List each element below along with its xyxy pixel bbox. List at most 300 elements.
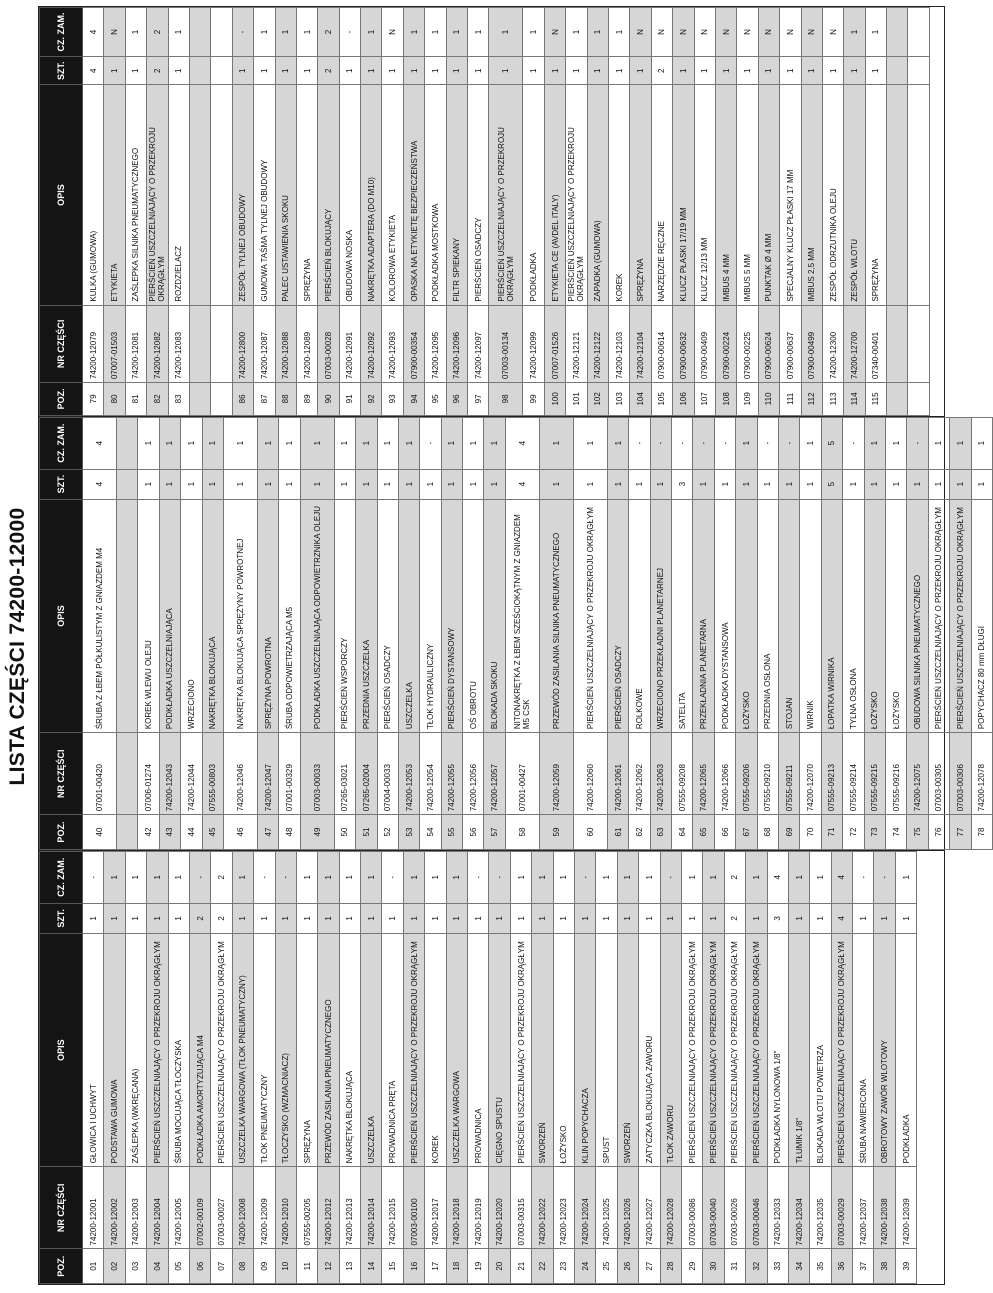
table-row bbox=[736, 417, 757, 849]
cell-description: SPRĘŻYNA bbox=[865, 85, 886, 305]
cell-qty: 1 bbox=[104, 903, 125, 933]
cell-qty: 1 bbox=[801, 56, 822, 85]
cell-description: NAKRĘTKA BLOKUJĄCA bbox=[202, 499, 223, 732]
cell-poz: 71 bbox=[821, 815, 842, 850]
cell-part-number: 74200-12700 bbox=[844, 305, 865, 382]
table-row bbox=[275, 8, 296, 416]
cell-qty: 1 bbox=[403, 903, 424, 933]
cell-qty: 1 bbox=[523, 56, 544, 85]
cell-poz: 31 bbox=[724, 1249, 745, 1284]
cell-poz: 93 bbox=[382, 383, 403, 416]
cell-qty: 1 bbox=[446, 56, 467, 85]
cell-order-code: N bbox=[544, 8, 565, 57]
table-row bbox=[885, 417, 906, 849]
cell-part-number: 74200-12095 bbox=[425, 305, 446, 382]
cell-order-code: 1 bbox=[928, 417, 949, 469]
cell-qty: 1 bbox=[757, 469, 778, 499]
table-row bbox=[908, 8, 929, 416]
table-row bbox=[950, 417, 971, 849]
table-row bbox=[539, 417, 573, 849]
cell-description: PIERŚCIEŃ WSPORCZY bbox=[334, 499, 355, 732]
cell-part-number: 74200-12003 bbox=[125, 1167, 146, 1249]
cell-qty: 5 bbox=[821, 469, 842, 499]
cell-part-number bbox=[887, 305, 908, 382]
cell-description: ŚRUBA Z ŁBEM PÓŁKULISTYM Z GNIAZDEM M4 bbox=[83, 499, 117, 732]
cell-description: ZAŚLEPKA SILNIKA PNEUMATYCZNEGO bbox=[125, 85, 146, 305]
cell-description: NAKRĘTKA BLOKUJĄCA bbox=[339, 933, 360, 1166]
cell-description: PIERŚCIEŃ BLOKUJĄCY bbox=[318, 85, 339, 305]
table-row bbox=[843, 417, 864, 849]
cell-description: ŚRUBA MOCUJĄCA TŁOCZYSKA bbox=[168, 933, 189, 1166]
cell-part-number: 74200-12061 bbox=[607, 733, 628, 815]
table-row bbox=[339, 8, 360, 416]
cell-order-code: 1 bbox=[608, 8, 629, 57]
cell-description: ROLKOWE bbox=[629, 499, 650, 732]
cell-part-number: 74200-12091 bbox=[339, 305, 360, 382]
cell-part-number: 07003-00315 bbox=[510, 1167, 531, 1249]
cell-qty: 1 bbox=[104, 56, 125, 85]
cell-qty: 1 bbox=[254, 903, 275, 933]
table-row bbox=[425, 8, 446, 416]
column-header-cz: CZ. ZAM. bbox=[40, 851, 83, 903]
cell-description: PRZEDNIA OSŁONA bbox=[757, 499, 778, 732]
cell-poz: 37 bbox=[853, 1249, 874, 1284]
cell-poz: 63 bbox=[650, 815, 671, 850]
table-row bbox=[596, 851, 617, 1283]
table-row bbox=[660, 851, 681, 1283]
cell-description: ZAŚLEPKA (WKRĘCANA) bbox=[125, 933, 146, 1166]
cell-order-code: 1 bbox=[403, 8, 424, 57]
cell-qty: 1 bbox=[446, 903, 467, 933]
cell-order-code: 4 bbox=[83, 8, 104, 57]
cell-description: ETYKIETA bbox=[104, 85, 125, 305]
cell-description: SPRĘŻYNA bbox=[630, 85, 651, 305]
table-row bbox=[339, 851, 360, 1283]
cell-order-code: 1 bbox=[489, 8, 523, 57]
table-row bbox=[573, 417, 607, 849]
cell-poz: 02 bbox=[104, 1249, 125, 1284]
column-header-cz: CZ. ZAM. bbox=[40, 417, 83, 469]
cell-description: TŁOK PNEUMATYCZNY bbox=[254, 933, 275, 1166]
cell-poz: 83 bbox=[168, 383, 189, 416]
cell-description: OBUDOWA NOSKA bbox=[339, 85, 360, 305]
cell-qty: 1 bbox=[138, 469, 159, 499]
cell-order-code: 1 bbox=[468, 8, 489, 57]
cell-qty: 1 bbox=[758, 56, 779, 85]
cell-order-code: - bbox=[83, 851, 104, 903]
cell-order-code: 1 bbox=[971, 417, 992, 469]
cell-description: PODKŁADKA DYSTANSOWA bbox=[714, 499, 735, 732]
cell-poz: 38 bbox=[874, 1249, 895, 1284]
cell-qty: 1 bbox=[822, 56, 843, 85]
column-header-poz: POZ. bbox=[40, 1249, 83, 1284]
cell-order-code: 1 bbox=[441, 417, 462, 469]
cell-description: PIERŚCIEŃ USZCZELNIAJĄCY O PRZEKROJU OKRĄGŁYM bbox=[831, 933, 852, 1166]
cell-poz: 47 bbox=[257, 815, 278, 850]
cell-part-number: 74200-12089 bbox=[296, 305, 317, 382]
cell-part-number: 74200-12083 bbox=[168, 305, 189, 382]
cell-order-code: 4 bbox=[767, 851, 788, 903]
table-row bbox=[202, 417, 223, 849]
cell-order-code: 1 bbox=[539, 417, 573, 469]
column-header-nr: NR CZĘŚCI bbox=[40, 733, 83, 815]
cell-qty: 1 bbox=[778, 469, 799, 499]
cell-part-number: 74200-12009 bbox=[254, 1167, 275, 1249]
cell-qty: 1 bbox=[403, 56, 424, 85]
cell-poz: 39 bbox=[895, 1249, 916, 1284]
cell-order-code: 1 bbox=[532, 851, 553, 903]
cell-qty: 1 bbox=[377, 469, 398, 499]
cell-description: ZESPÓŁ TYLNEJ OBUDOWY bbox=[232, 85, 253, 305]
cell-qty: 1 bbox=[382, 903, 403, 933]
cell-poz: 56 bbox=[463, 815, 484, 850]
cell-part-number: 74200-12035 bbox=[810, 1167, 831, 1249]
cell-description: GUMOWA TAŚMA TYLNEJ OBUDOWY bbox=[254, 85, 275, 305]
cell-poz: 95 bbox=[425, 383, 446, 416]
cell-poz: 64 bbox=[672, 815, 693, 850]
cell-description: KLIN POPYCHACZA bbox=[574, 933, 595, 1166]
table-row bbox=[104, 8, 125, 416]
table-row bbox=[844, 8, 865, 416]
table-row bbox=[125, 851, 146, 1283]
cell-part-number: 74200-12022 bbox=[532, 1167, 553, 1249]
cell-description: BLOKADA SKOKU bbox=[484, 499, 505, 732]
parts-table-column-3 bbox=[39, 7, 944, 416]
cell-order-code: 1 bbox=[223, 417, 257, 469]
cell-qty: 1 bbox=[660, 903, 681, 933]
cell-poz: 81 bbox=[125, 383, 146, 416]
cell-order-code: 1 bbox=[168, 851, 189, 903]
cell-poz: 26 bbox=[617, 1249, 638, 1284]
parts-table-frame bbox=[38, 6, 987, 1285]
cell-part-number: 07555-09206 bbox=[736, 733, 757, 815]
table-row bbox=[361, 851, 382, 1283]
cell-poz: 74 bbox=[885, 815, 906, 850]
cell-part-number: 07555-09215 bbox=[864, 733, 885, 815]
cell-order-code: 1 bbox=[275, 8, 296, 57]
cell-poz: 33 bbox=[767, 1249, 788, 1284]
column-header-nr: NR CZĘŚCI bbox=[40, 1167, 83, 1249]
cell-poz: 15 bbox=[382, 1249, 403, 1284]
cell-order-code: 1 bbox=[334, 417, 355, 469]
cell-qty: 1 bbox=[737, 56, 758, 85]
cell-part-number: 74200-12027 bbox=[639, 1167, 660, 1249]
table-row bbox=[714, 417, 735, 849]
cell-order-code: 1 bbox=[681, 851, 702, 903]
cell-order-code bbox=[211, 8, 232, 57]
table-row bbox=[83, 417, 117, 849]
cell-description: TYLNA OSŁONA bbox=[843, 499, 864, 732]
cell-part-number: 74200-12104 bbox=[630, 305, 651, 382]
table-row bbox=[639, 851, 660, 1283]
cell-description: KLUCZ 12/13 MM bbox=[694, 85, 715, 305]
cell-description: PODKŁADKA MOSTKOWA bbox=[425, 85, 446, 305]
cell-poz: 106 bbox=[673, 383, 694, 416]
cell-description: SWORZEŃ bbox=[532, 933, 553, 1166]
cell-poz: 97 bbox=[468, 383, 489, 416]
cell-description: OBROTOWY ZAWÓR WLOTOWY bbox=[874, 933, 895, 1166]
cell-poz: 35 bbox=[810, 1249, 831, 1284]
cell-order-code: 1 bbox=[159, 417, 180, 469]
cell-part-number: 74200-12099 bbox=[523, 305, 544, 382]
cell-order-code: 4 bbox=[505, 417, 539, 469]
cell-qty: 1 bbox=[484, 469, 505, 499]
table-row bbox=[651, 8, 672, 416]
cell-part-number: 07900-00637 bbox=[780, 305, 801, 382]
cell-part-number: 74200-12017 bbox=[425, 1167, 446, 1249]
cell-part-number: 74200-12033 bbox=[767, 1167, 788, 1249]
cell-poz: 73 bbox=[864, 815, 885, 850]
header-row bbox=[40, 417, 83, 849]
cell-qty: 1 bbox=[650, 469, 671, 499]
cell-part-number: 74200-12300 bbox=[822, 305, 843, 382]
cell-qty: 1 bbox=[468, 903, 489, 933]
cell-description: PROWADNICA bbox=[468, 933, 489, 1166]
cell-part-number: 07006-01274 bbox=[138, 733, 159, 815]
table-row bbox=[420, 417, 441, 849]
cell-order-code: 1 bbox=[810, 851, 831, 903]
cell-description: PIERŚCIEŃ USZCZELNIAJĄCY O PRZEKROJU OKRĄGŁYM bbox=[147, 85, 168, 305]
cell-part-number: 74200-12122 bbox=[587, 305, 608, 382]
cell-order-code: N bbox=[801, 8, 822, 57]
cell-description: PALEC USTAWIENIA SKOKU bbox=[275, 85, 296, 305]
cell-poz: 36 bbox=[831, 1249, 852, 1284]
table-row bbox=[254, 8, 275, 416]
cell-poz: 52 bbox=[377, 815, 398, 850]
cell-part-number: 74200-12078 bbox=[971, 733, 992, 815]
cell-part-number: 07003-00086 bbox=[681, 1167, 702, 1249]
cell-order-code: 1 bbox=[361, 8, 382, 57]
cell-qty bbox=[211, 56, 232, 85]
cell-qty bbox=[887, 56, 908, 85]
table-row bbox=[147, 8, 168, 416]
table-row bbox=[468, 8, 489, 416]
cell-order-code: - bbox=[420, 417, 441, 469]
table-row bbox=[630, 8, 651, 416]
cell-part-number: 74200-12008 bbox=[232, 1167, 253, 1249]
cell-description bbox=[908, 85, 929, 305]
cell-qty: 1 bbox=[202, 469, 223, 499]
cell-order-code: 1 bbox=[125, 8, 146, 57]
cell-qty: 1 bbox=[356, 469, 377, 499]
cell-qty: 1 bbox=[223, 469, 257, 499]
table-row bbox=[403, 8, 424, 416]
table-row bbox=[715, 8, 736, 416]
table-row bbox=[211, 8, 232, 416]
cell-order-code: 1 bbox=[446, 8, 467, 57]
cell-order-code: 1 bbox=[523, 8, 544, 57]
cell-description: OPASKA NA ETYKIETĘ BEZPIECZEŃSTWA bbox=[403, 85, 424, 305]
cell-order-code: 1 bbox=[703, 851, 724, 903]
column-header-poz: POZ. bbox=[40, 815, 83, 850]
cell-poz: 111 bbox=[780, 383, 801, 416]
cell-poz: 92 bbox=[361, 383, 382, 416]
cell-poz: 87 bbox=[254, 383, 275, 416]
cell-part-number: 74200-12019 bbox=[468, 1167, 489, 1249]
cell-description: KOREK bbox=[425, 933, 446, 1166]
table-row bbox=[83, 8, 104, 416]
cell-part-number: 07340-00401 bbox=[865, 305, 886, 382]
table-row bbox=[361, 8, 382, 416]
cell-description: OBUDOWA SILNIKA PNEUMATYCZNEGO bbox=[907, 499, 928, 732]
cell-poz: 16 bbox=[403, 1249, 424, 1284]
cell-description: KOLOROWA ETYKIETA bbox=[382, 85, 403, 305]
table-row bbox=[232, 851, 253, 1283]
cell-description: PIERŚCIEŃ OSADCZY bbox=[377, 499, 398, 732]
cell-qty: 1 bbox=[420, 469, 441, 499]
table-row bbox=[607, 417, 628, 849]
cell-description: NAKRĘTKA ADAPTERA (DO M10) bbox=[361, 85, 382, 305]
cell-description: ZAPADKA (GUMOWA) bbox=[587, 85, 608, 305]
cell-part-number bbox=[211, 305, 232, 382]
cell-description: PIERŚCIEŃ DYSTANSOWY bbox=[441, 499, 462, 732]
table-row bbox=[907, 417, 928, 849]
cell-part-number: 74200-12013 bbox=[339, 1167, 360, 1249]
table-row bbox=[489, 851, 510, 1283]
table-row bbox=[189, 851, 210, 1283]
cell-description: PODKŁADKA bbox=[895, 933, 916, 1166]
cell-qty: 1 bbox=[489, 56, 523, 85]
cell-qty: 2 bbox=[318, 56, 339, 85]
cell-description: WRZECIONO bbox=[181, 499, 202, 732]
cell-part-number: 07900-00409 bbox=[694, 305, 715, 382]
cell-poz: 42 bbox=[138, 815, 159, 850]
cell-order-code: N bbox=[673, 8, 694, 57]
cell-description bbox=[189, 85, 210, 305]
cell-part-number: 07265-02004 bbox=[356, 733, 377, 815]
cell-poz: 12 bbox=[318, 1249, 339, 1284]
cell-qty: 1 bbox=[587, 56, 608, 85]
cell-poz: 19 bbox=[468, 1249, 489, 1284]
cell-qty: 1 bbox=[532, 903, 553, 933]
cell-poz: 04 bbox=[147, 1249, 168, 1284]
cell-part-number: 07900-00499 bbox=[801, 305, 822, 382]
cell-poz: 18 bbox=[446, 1249, 467, 1284]
table-row bbox=[334, 417, 355, 849]
cell-description: PRZEWÓD ZASILANIA PNEUMATYCZNEGO bbox=[318, 933, 339, 1166]
table-row bbox=[650, 417, 671, 849]
cell-order-code: 4 bbox=[831, 851, 852, 903]
cell-poz: 25 bbox=[596, 1249, 617, 1284]
cell-description: USZCZELKA bbox=[361, 933, 382, 1166]
cell-poz: 88 bbox=[275, 383, 296, 416]
table-row bbox=[757, 417, 778, 849]
cell-qty: 1 bbox=[125, 56, 146, 85]
cell-part-number: 74200-12047 bbox=[257, 733, 278, 815]
cell-description: USZCZELKA WARGOWA (TŁOK PNEUMATYCZNY) bbox=[232, 933, 253, 1166]
cell-description: SATELITA bbox=[672, 499, 693, 732]
header-row bbox=[40, 8, 83, 416]
cell-part-number: 74200-12062 bbox=[629, 733, 650, 815]
cell-qty: 1 bbox=[971, 469, 992, 499]
table-row bbox=[693, 417, 714, 849]
cell-poz: 96 bbox=[446, 383, 467, 416]
cell-order-code: N bbox=[780, 8, 801, 57]
cell-part-number: 74200-12054 bbox=[420, 733, 441, 815]
cell-description: PODSTAWA GUMOWA bbox=[104, 933, 125, 1166]
table-row bbox=[296, 8, 317, 416]
cell-qty: 2 bbox=[724, 903, 745, 933]
cell-poz: 80 bbox=[104, 383, 125, 416]
cell-poz: 70 bbox=[800, 815, 821, 850]
cell-part-number: 07001-00329 bbox=[279, 733, 300, 815]
cell-part-number bbox=[908, 305, 929, 382]
cell-description: ROZDZIELACZ bbox=[168, 85, 189, 305]
table-row bbox=[377, 417, 398, 849]
cell-order-code: - bbox=[254, 851, 275, 903]
cell-order-code: N bbox=[822, 8, 843, 57]
cell-qty: 1 bbox=[382, 56, 403, 85]
cell-order-code: 1 bbox=[788, 851, 809, 903]
cell-description: PIERŚCIEŃ USZCZELNIAJĄCY O PRZEKROJU OKRĄGŁYM bbox=[403, 933, 424, 1166]
cell-poz: 114 bbox=[844, 383, 865, 416]
cell-part-number: 07900-00624 bbox=[758, 305, 779, 382]
cell-poz: 20 bbox=[489, 1249, 510, 1284]
parts-table-column-2 bbox=[39, 416, 987, 850]
cell-part-number: 07001-00420 bbox=[83, 733, 117, 815]
cell-description: ZATYCZKA BLOKUJĄCA ZAWORU bbox=[639, 933, 660, 1166]
cell-qty: 1 bbox=[715, 56, 736, 85]
cell-description: PROWADNICA PRĘTA bbox=[382, 933, 403, 1166]
cell-description: TŁOCZYSKO (WZMACNIACZ) bbox=[275, 933, 296, 1166]
cell-qty: 1 bbox=[168, 903, 189, 933]
cell-part-number: 74200-12038 bbox=[874, 1167, 895, 1249]
cell-part-number: 74200-12005 bbox=[168, 1167, 189, 1249]
cell-poz: 43 bbox=[159, 815, 180, 850]
cell-order-code: - bbox=[757, 417, 778, 469]
table-row bbox=[125, 8, 146, 416]
cell-description: FILTR SPIEKANY bbox=[446, 85, 467, 305]
cell-order-code: N bbox=[737, 8, 758, 57]
cell-part-number: 74200-12020 bbox=[489, 1167, 510, 1249]
cell-order-code: 1 bbox=[403, 851, 424, 903]
cell-poz: 44 bbox=[181, 815, 202, 850]
cell-order-code: 1 bbox=[425, 851, 446, 903]
cell-poz: 10 bbox=[275, 1249, 296, 1284]
table-row bbox=[788, 851, 809, 1283]
table-row bbox=[831, 851, 852, 1283]
table-row bbox=[296, 851, 317, 1283]
cell-order-code: 1 bbox=[125, 851, 146, 903]
table-row bbox=[189, 8, 210, 416]
cell-order-code: - bbox=[714, 417, 735, 469]
cell-order-code: N bbox=[630, 8, 651, 57]
cell-qty: 1 bbox=[950, 469, 971, 499]
cell-poz: 45 bbox=[202, 815, 223, 850]
cell-poz: 11 bbox=[296, 1249, 317, 1284]
cell-description: PRZEKŁADNIA PLANETARNA bbox=[693, 499, 714, 732]
cell-part-number: 74200-12002 bbox=[104, 1167, 125, 1249]
cell-order-code: 1 bbox=[865, 8, 886, 57]
cell-part-number: 07900-00354 bbox=[403, 305, 424, 382]
table-row bbox=[523, 8, 544, 416]
cell-description: TŁOK HYDRAULICZNY bbox=[420, 499, 441, 732]
cell-order-code: 1 bbox=[553, 851, 574, 903]
cell-poz: 05 bbox=[168, 1249, 189, 1284]
cell-poz: 14 bbox=[361, 1249, 382, 1284]
cell-description: PODKŁADKA USZCZELNIAJĄCA bbox=[159, 499, 180, 732]
cell-part-number: 07004-00033 bbox=[377, 733, 398, 815]
cell-description: IMBUS 4 MM bbox=[715, 85, 736, 305]
cell-qty: 1 bbox=[673, 56, 694, 85]
cell-order-code: 4 bbox=[83, 417, 117, 469]
cell-description: PODKŁADKA NYLONOWA 1/8" bbox=[767, 933, 788, 1166]
cell-description bbox=[117, 499, 138, 732]
cell-description: PIERŚCIEŃ USZCZELNIAJĄCY O PRZEKROJU OKRĄGŁYM bbox=[746, 933, 767, 1166]
cell-qty: 3 bbox=[767, 903, 788, 933]
cell-part-number: 74200-12088 bbox=[275, 305, 296, 382]
cell-description: SPUST bbox=[596, 933, 617, 1166]
